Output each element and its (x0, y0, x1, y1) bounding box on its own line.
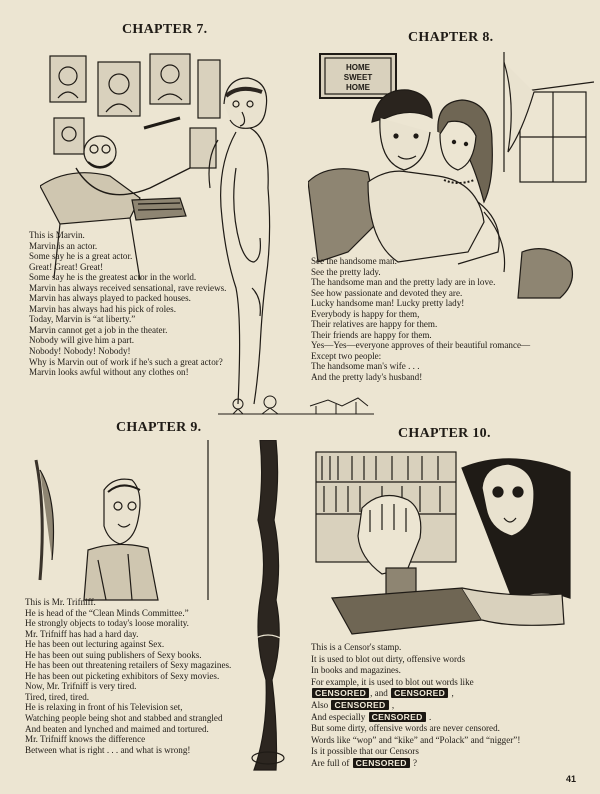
text-line: Mr. Trifniff knows the difference (25, 734, 146, 745)
text-line: Their friends are happy for them. (311, 329, 432, 340)
text-line: And the pretty lady's husband! (311, 372, 423, 383)
text-line: Some say he is the greatest actor in the world. (29, 272, 197, 283)
chapter-9-text (25, 597, 231, 755)
text-line: The handsome man and the pretty lady are in love. (311, 277, 496, 288)
page-number: 41 (566, 774, 577, 784)
text-line: He strongly objects to today's loose morality. (25, 618, 189, 629)
censored-stamp: CENSORED (391, 688, 448, 698)
chapter-8-heading: CHAPTER 8. (408, 30, 494, 45)
censored-line (311, 688, 520, 700)
text-line: Lucky handsome man! Lucky pretty lady! (311, 298, 465, 309)
text-fragment: , (449, 688, 454, 699)
text-line: See the pretty lady. (311, 266, 381, 277)
text-fragment: Also (311, 699, 331, 710)
text-line: Marvin has always played to packed houses. (29, 293, 191, 304)
text-fragment: And especially (311, 711, 368, 722)
text-fragment: ? (410, 757, 418, 768)
text-line: He has been out lecturing against Sex. (25, 639, 165, 650)
text-line: This is Mr. Trifniff. (25, 597, 96, 607)
text-line: Nobody! Nobody! Nobody! (29, 346, 131, 357)
censored-line (311, 758, 520, 770)
text-line: Words like “wop” and “kike” and “Polack” and “nigger”! (311, 734, 521, 745)
text-line: Now, Mr. Trifniff is very tired. (25, 681, 137, 692)
chapter-10-heading: CHAPTER 10. (398, 426, 491, 441)
text-line: Marvin cannot get a job in the theater. (29, 324, 168, 335)
text-fragment: , and (370, 688, 391, 699)
text-line: Is it possible that our Censors (311, 746, 419, 757)
text-line: It is used to blot out dirty, offensive words (311, 653, 466, 664)
text-fragment: . (426, 711, 432, 722)
censored-stamp: CENSORED (369, 712, 426, 722)
text-line: Everybody is happy for them, (311, 308, 420, 319)
text-line: For example, it is used to blot out words like (311, 676, 474, 687)
text-line: Marvin looks awful without any clothes on! (29, 367, 189, 378)
chapter-8-text (311, 256, 530, 383)
chapter-10-illustration (312, 448, 572, 644)
text-line: Marvin has always received sensational, rave reviews. (29, 282, 227, 293)
chapter-7-text (29, 230, 226, 378)
censored-stamp: CENSORED (331, 700, 388, 710)
chapter-10-text (311, 642, 520, 770)
text-line: Some say he is a great actor. (29, 251, 133, 262)
text-line: Mr. Trifniff has had a hard day. (25, 628, 139, 639)
text-line: Marvin has always had his pick of roles. (29, 303, 176, 314)
text-line: This is Marvin. (29, 230, 85, 240)
text-line: But some dirty, offensive words are never censored. (311, 723, 500, 734)
divider-doodle (218, 392, 374, 420)
censored-stamp: CENSORED (353, 758, 410, 768)
text-line: Why is Marvin out of work if he's such a great actor? (29, 356, 223, 367)
text-line: He has been out picketing exhibitors of Sexy movies. (25, 670, 220, 681)
sign-sweet: SWEET (343, 73, 373, 82)
chapter-9-heading: CHAPTER 9. (116, 420, 202, 435)
text-line: The handsome man's wife . . . (311, 361, 420, 372)
text-line: Watching people being shot and stabbed and strangled (25, 713, 223, 724)
text-line: Tired, tired, tired. (25, 691, 90, 702)
text-line: He has been out suing publishers of Sexy books. (25, 649, 202, 660)
text-line: Nobody will give him a part. (29, 335, 135, 346)
text-line: He has been out threatening retailers of Sexy magazines. (25, 660, 232, 671)
text-fragment: , (389, 699, 395, 710)
text-line: In books and magazines. (311, 665, 401, 676)
text-line: He is relaxing in front of his Television set, (25, 702, 183, 713)
text-line: He is head of the “Clean Minds Committee.” (25, 607, 189, 618)
text-line: Their relatives are happy for them. (311, 319, 438, 330)
text-line: Yes—Yes—everyone approves of their beautiful romance— (311, 340, 531, 351)
censored-line (311, 700, 520, 712)
text-line: Except two people: (311, 350, 382, 361)
censored-stamp: CENSORED (312, 688, 369, 698)
sign-home-2: HOME (346, 83, 370, 92)
text-line: Great! Great! Great! (29, 261, 104, 272)
censored-line (311, 712, 520, 724)
text-line: See how passionate and devoted they are. (311, 287, 463, 298)
text-fragment: Are full of (311, 757, 352, 768)
text-line: Marvin is an actor. (29, 240, 98, 251)
sign-home-1: HOME (346, 63, 370, 72)
chapter-7-heading: CHAPTER 7. (122, 22, 208, 37)
text-line: This is a Censor's stamp. (311, 642, 402, 652)
text-line: And beaten and lynched and maimed and tortured. (25, 723, 209, 734)
text-line: Today, Marvin is “at liberty.” (29, 314, 136, 325)
text-line: See the handsome man. (311, 256, 397, 266)
text-line: Between what is right . . . and what is wrong! (25, 744, 191, 755)
